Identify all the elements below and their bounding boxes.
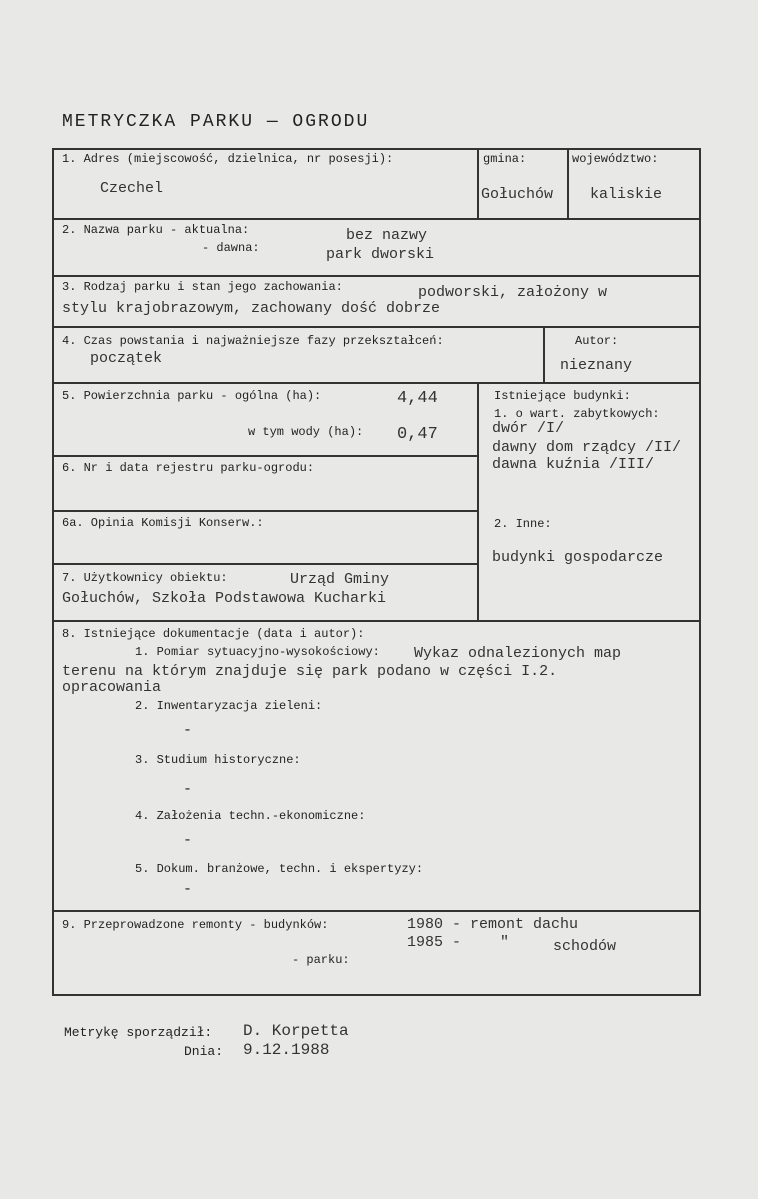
building-item: dawna kuźnia /III/ [492, 456, 655, 473]
col-divider [567, 148, 569, 218]
address-label: 1. Adres (miejscowość, dzielnica, nr posesji): [62, 152, 394, 166]
address-value: Czechel [100, 180, 164, 197]
author-label: Autor: [575, 334, 619, 348]
tech-econ-value: - [183, 832, 193, 849]
survey-label: 1. Pomiar sytuacyjno-wysokościowy: [135, 645, 380, 659]
row-divider [52, 218, 701, 220]
documentation-label: 8. Istniejące dokumentacje (data i autor): [62, 627, 365, 641]
gmina-label: gmina: [483, 152, 527, 166]
row-divider [52, 326, 701, 328]
gmina-value: Gołuchów [481, 186, 554, 203]
park-type-value-line2: stylu krajobrazowym, zachowany dość dobrze [62, 300, 441, 317]
col-divider [543, 326, 545, 382]
renovations-label: 9. Przeprowadzone remonty - budynków: [62, 918, 329, 932]
origin-label: 4. Czas powstania i najważniejsze fazy przekształceń: [62, 334, 444, 348]
row-divider [52, 455, 478, 457]
page-title: METRYCZKA PARKU — OGRODU [62, 112, 370, 132]
renovation-entry: 1980 - remont dachu [407, 916, 579, 933]
buildings-historic-label: 1. o wart. zabytkowych: [494, 407, 660, 421]
area-label: 5. Powierzchnia parku - ogólna (ha): [62, 389, 322, 403]
renovation-entry-year: 1985 - [407, 934, 462, 951]
register-label: 6. Nr i data rejestru parku-ogrodu: [62, 461, 315, 475]
col-divider [477, 148, 479, 218]
park-type-label: 3. Rodzaj parku i stan jego zachowania: [62, 280, 343, 294]
park-name-former-label: - dawna: [202, 241, 260, 255]
users-value-line1: Urząd Gminy [290, 571, 390, 588]
historical-study-value: - [183, 781, 193, 798]
row-divider [52, 382, 701, 384]
date-label: Dnia: [184, 1044, 224, 1059]
expertise-label: 5. Dokum. branżowe, techn. i ekspertyzy: [135, 862, 424, 876]
greenery-inventory-label: 2. Inwentaryzacja zieleni: [135, 699, 323, 713]
area-value: 4,44 [397, 389, 438, 408]
water-area-label: w tym wody (ha): [248, 425, 364, 439]
buildings-other-label: 2. Inne: [494, 517, 552, 531]
row-divider [52, 510, 478, 512]
users-label: 7. Użytkownicy obiektu: [62, 571, 228, 585]
col-divider [477, 382, 479, 620]
row-divider [52, 620, 701, 622]
prepared-by-value: D. Korpetta [243, 1022, 349, 1040]
buildings-other-value: budynki gospodarcze [492, 549, 664, 566]
park-name-current-label: 2. Nazwa parku - aktualna: [62, 223, 250, 237]
water-area-value: 0,47 [397, 425, 438, 444]
park-renovations-label: - parku: [292, 953, 350, 967]
row-divider [52, 275, 701, 277]
park-name-former-value: park dworski [326, 246, 435, 263]
row-divider [52, 563, 478, 565]
survey-value-line2: terenu na którym znajduje się park podano w części I.2. [62, 663, 558, 680]
historical-study-label: 3. Studium historyczne: [135, 753, 301, 767]
row-divider [52, 910, 701, 912]
prepared-by-label: Metrykę sporządził: [64, 1025, 213, 1040]
building-item: dwór /I/ [492, 420, 565, 437]
tech-econ-label: 4. Założenia techn.-ekonomiczne: [135, 809, 366, 823]
park-type-value-line1: podworski, założony w [418, 284, 608, 301]
author-value: nieznany [560, 357, 633, 374]
survey-value-line3: opracowania [62, 679, 162, 696]
buildings-label: Istniejące budynki: [494, 389, 631, 403]
greenery-inventory-value: - [183, 722, 193, 739]
voivodeship-label: województwo: [572, 152, 659, 166]
renovation-entry-text: schodów [553, 938, 617, 955]
commission-opinion-label: 6a. Opinia Komisji Konserw.: [62, 516, 264, 530]
building-item: dawny dom rządcy /II/ [492, 439, 682, 456]
expertise-value: - [183, 881, 193, 898]
survey-value-line1: Wykaz odnalezionych map [414, 645, 622, 662]
voivodeship-value: kaliskie [590, 186, 663, 203]
park-name-current-value: bez nazwy [346, 227, 428, 244]
date-value: 9.12.1988 [243, 1041, 330, 1059]
users-value-line2: Gołuchów, Szkoła Podstawowa Kucharki [62, 590, 387, 607]
origin-value: początek [90, 350, 163, 367]
renovation-entry-ditto: " [500, 934, 510, 951]
